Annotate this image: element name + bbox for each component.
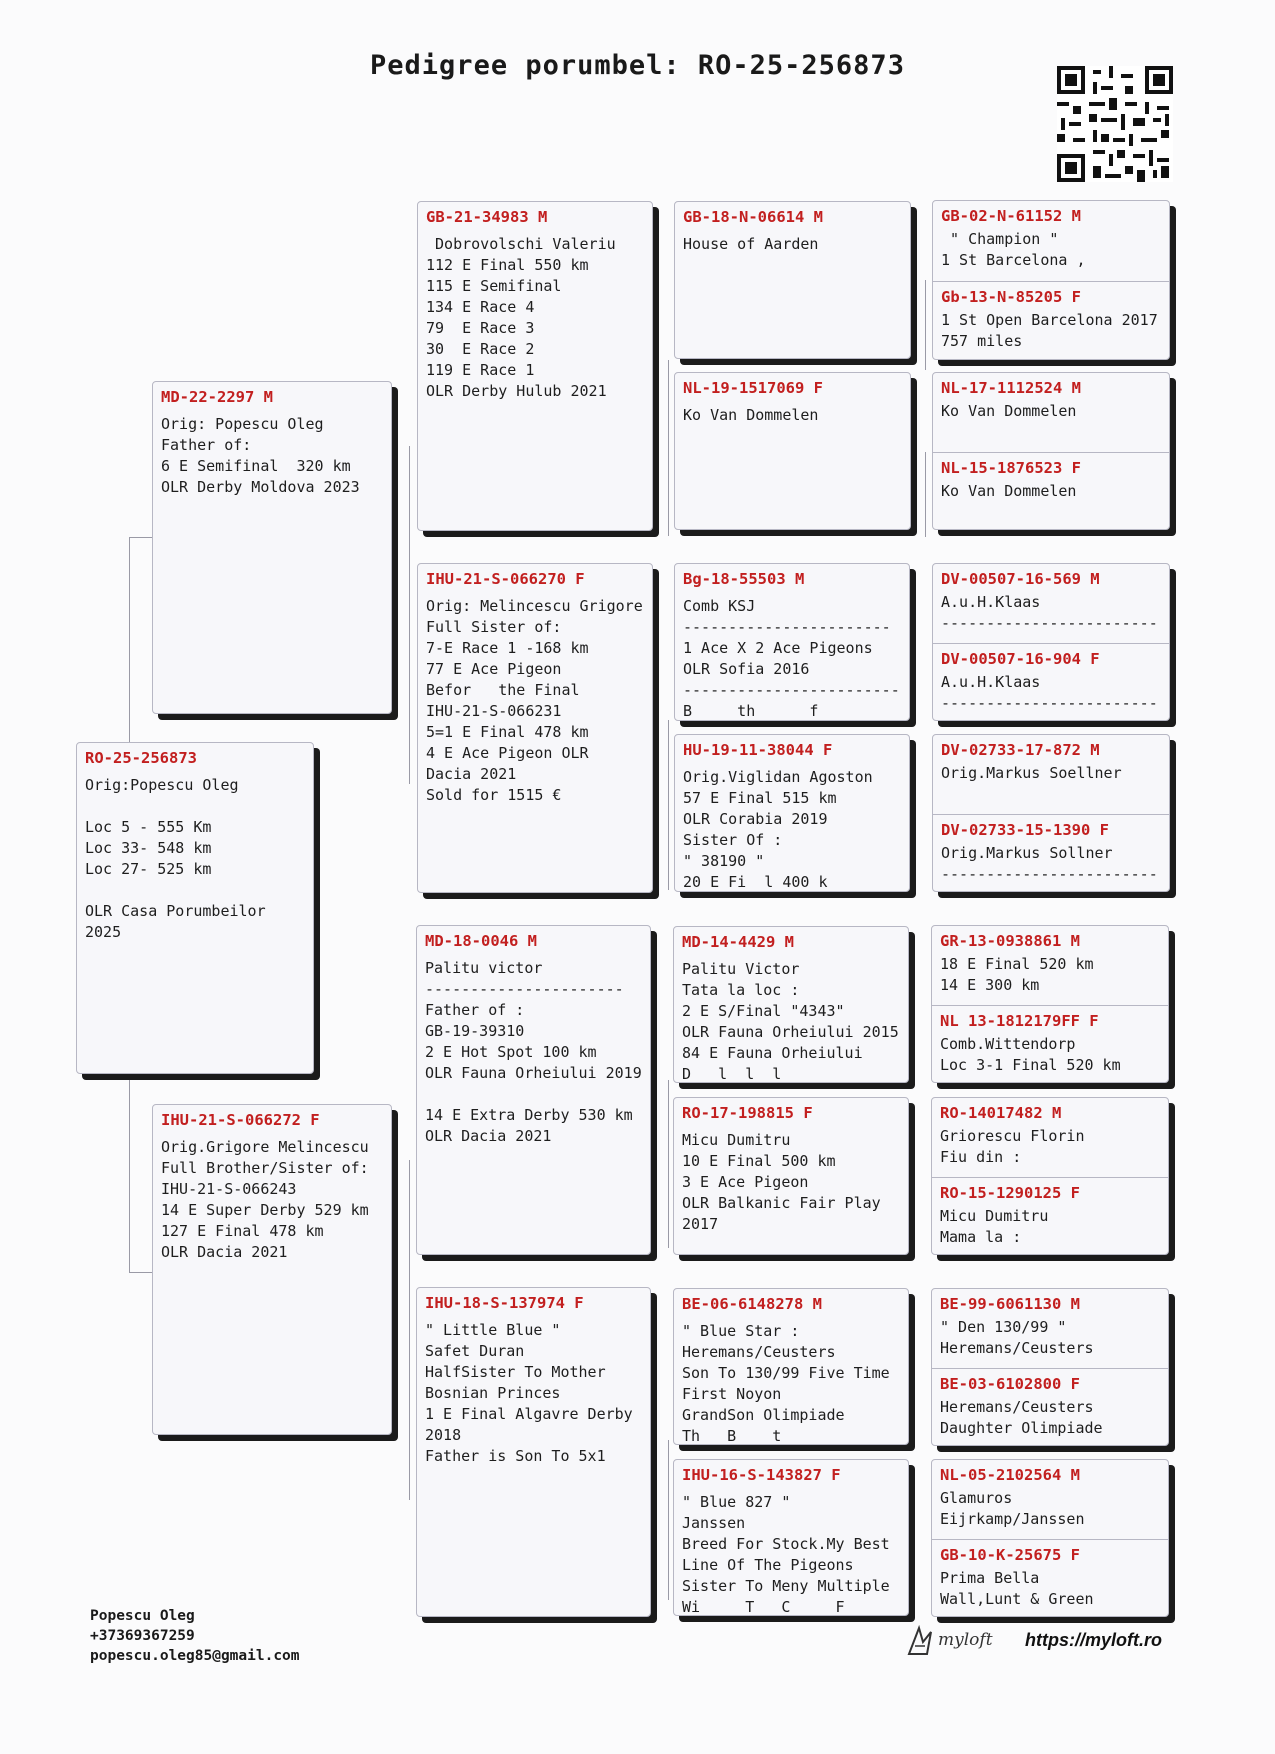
pigeon-pair-card[interactable] xyxy=(931,1459,1169,1617)
ring-number: IHU-21-S-066270 F xyxy=(426,570,585,588)
pigeon-cock[interactable] xyxy=(933,373,1169,452)
pigeon-hen[interactable] xyxy=(932,1539,1168,1617)
pigeon-notes: 1 St Open Barcelona 2017 757 miles xyxy=(941,311,1158,350)
pigeon-card-grandparent[interactable] xyxy=(417,201,653,531)
ring-number: NL-15-1876523 F xyxy=(941,459,1081,477)
pigeon-notes: Orig:Popescu Oleg Loc 5 - 555 Km Loc 33- 548 km Loc 27- 525 km OLR Casa Porumbeilor 2025 xyxy=(85,776,266,941)
connector-line xyxy=(925,452,926,537)
pigeon-notes: Micu Dumitru Mama la : xyxy=(940,1207,1049,1246)
pigeon-notes: Palitu victor ---------------------- Father of : GB-19-39310 2 E Hot Spot 100 km OLR Fauna Orheiului 2019 14 E Extra Derby 530 km OLR Dacia 2021 xyxy=(425,959,642,1145)
pigeon-card-father[interactable] xyxy=(152,381,392,714)
pigeon-notes: Glamuros Eijrkamp/Janssen xyxy=(940,1489,1085,1528)
connector-line xyxy=(409,1160,410,1500)
pigeon-card-mother[interactable] xyxy=(152,1104,392,1435)
pigeon-pair-card[interactable] xyxy=(932,563,1170,721)
pigeon-notes: " Champion " 1 St Barcelona , xyxy=(941,230,1086,269)
pigeon-notes: 18 E Final 520 km 14 E 300 km xyxy=(940,955,1094,994)
ring-number: NL 13-1812179FF F xyxy=(940,1012,1099,1030)
ring-number: RO-15-1290125 F xyxy=(940,1184,1080,1202)
connector-line xyxy=(129,1077,130,1272)
ring-number: GR-13-0938861 M xyxy=(940,932,1080,950)
pigeon-hen[interactable] xyxy=(933,643,1169,721)
pigeon-notes: A.u.H.Klaas ------------------------ xyxy=(941,593,1158,632)
pigeon-notes: A.u.H.Klaas ------------------------ xyxy=(941,673,1158,712)
connector-line xyxy=(409,446,410,784)
ring-number: Gb-13-N-85205 F xyxy=(941,288,1081,306)
pigeon-hen[interactable] xyxy=(932,1177,1168,1255)
ring-number: IHU-18-S-137974 F xyxy=(425,1294,584,1312)
pigeon-card-great-grandparent[interactable] xyxy=(674,372,911,530)
pigeon-pair-card[interactable] xyxy=(932,200,1170,360)
pigeon-notes: " Blue 827 " Janssen Breed For Stock.My Best Line Of The Pigeons Sister To Meny Multiple Wi T C F xyxy=(682,1493,890,1616)
ring-number: HU-19-11-38044 F xyxy=(683,741,833,759)
ring-number: GB-10-K-25675 F xyxy=(940,1546,1080,1564)
pigeon-notes: Heremans/Ceusters Daughter Olimpiade xyxy=(940,1398,1103,1437)
pigeon-card-great-grandparent[interactable] xyxy=(673,926,909,1083)
pigeon-pair-card[interactable] xyxy=(931,1097,1169,1255)
pigeon-hen[interactable] xyxy=(932,1005,1168,1083)
pigeon-cock[interactable] xyxy=(932,1289,1168,1368)
ring-number: NL-05-2102564 M xyxy=(940,1466,1080,1484)
pigeon-notes: Orig.Markus Soellner xyxy=(941,764,1122,782)
pigeon-notes: House of Aarden xyxy=(683,235,819,253)
connector-line xyxy=(668,720,669,890)
ring-number: MD-18-0046 M xyxy=(425,932,537,950)
pigeon-hen[interactable] xyxy=(932,1368,1168,1446)
myloft-logo-text: myloft xyxy=(938,1630,993,1650)
pigeon-cock[interactable] xyxy=(933,735,1169,814)
pigeon-pair-card[interactable] xyxy=(932,734,1170,892)
pigeon-card-subject[interactable] xyxy=(76,742,314,1074)
qr-code-icon xyxy=(1057,66,1173,182)
ring-number: RO-25-256873 xyxy=(85,749,197,767)
ring-number: DV-02733-15-1390 F xyxy=(941,821,1109,839)
pigeon-pair-card[interactable] xyxy=(932,372,1170,530)
ring-number: GB-18-N-06614 M xyxy=(683,208,823,226)
connector-line xyxy=(129,537,153,538)
myloft-logo-icon xyxy=(905,1624,937,1660)
pigeon-notes: Dobrovolschi Valeriu 112 E Final 550 km 115 E Semifinal 134 E Race 4 79 E Race 3 30 E Race 2 119 E Race 1 OLR Derby Hulub 2021 xyxy=(426,235,616,400)
connector-line xyxy=(129,537,130,743)
page-title: Pedigree porumbel: RO-25-256873 xyxy=(370,50,905,81)
pigeon-card-great-grandparent[interactable] xyxy=(674,563,910,721)
pigeon-notes: Comb.Wittendorp Loc 3-1 Final 520 km xyxy=(940,1035,1121,1074)
pigeon-card-great-grandparent[interactable] xyxy=(673,1288,909,1445)
pigeon-card-grandparent[interactable] xyxy=(417,563,653,893)
connector-line xyxy=(129,1272,153,1273)
pigeon-hen[interactable] xyxy=(933,452,1169,530)
connector-line xyxy=(668,1440,669,1600)
ring-number: NL-17-1112524 M xyxy=(941,379,1081,397)
ring-number: DV-02733-17-872 M xyxy=(941,741,1100,759)
ring-number: IHU-16-S-143827 F xyxy=(682,1466,841,1484)
pigeon-notes: Micu Dumitru 10 E Final 500 km 3 E Ace Pigeon OLR Balkanic Fair Play 2017 xyxy=(682,1131,881,1233)
pigeon-cock[interactable] xyxy=(933,564,1169,643)
pigeon-cock[interactable] xyxy=(932,1460,1168,1539)
pigeon-card-great-grandparent[interactable] xyxy=(674,734,910,892)
ring-number: IHU-21-S-066272 F xyxy=(161,1111,320,1129)
connector-line xyxy=(925,280,926,370)
pigeon-notes: Griorescu Florin Fiu din : xyxy=(940,1127,1085,1166)
pigeon-notes: Ko Van Dommelen xyxy=(941,482,1077,500)
pigeon-notes: " Den 130/99 " Heremans/Ceusters xyxy=(940,1318,1094,1357)
pigeon-notes: Orig.Viglidan Agoston 57 E Final 515 km OLR Corabia 2019 Sister Of : " 38190 " 20 E Fi l 400 k xyxy=(683,768,873,891)
connector-line xyxy=(668,360,669,536)
ring-number: NL-19-1517069 F xyxy=(683,379,823,397)
ring-number: MD-22-2297 M xyxy=(161,388,273,406)
pigeon-notes: Ko Van Dommelen xyxy=(941,402,1077,420)
owner-name: Popescu Oleg xyxy=(90,1608,195,1624)
pigeon-notes: Ko Van Dommelen xyxy=(683,406,819,424)
pigeon-notes: Orig.Markus Sollner ------------------------ xyxy=(941,844,1158,883)
ring-number: BE-03-6102800 F xyxy=(940,1375,1080,1393)
ring-number: BE-06-6148278 M xyxy=(682,1295,822,1313)
owner-phone[interactable]: +37369367259 xyxy=(90,1628,195,1644)
pigeon-card-great-grandparent[interactable] xyxy=(673,1459,909,1616)
website-link[interactable]: https://myloft.ro xyxy=(1025,1630,1162,1650)
pigeon-hen[interactable] xyxy=(933,281,1169,360)
pigeon-notes: Palitu Victor Tata la loc : 2 E S/Final "4343" OLR Fauna Orheiului 2015 84 E Fauna Orheiului D l l l xyxy=(682,960,899,1083)
ring-number: GB-21-34983 M xyxy=(426,208,548,226)
pigeon-notes: Orig.Grigore Melincescu Full Brother/Sister of: IHU-21-S-066243 14 E Super Derby 529 km 127 E Final 478 km OLR Dacia 2021 xyxy=(161,1138,369,1261)
ring-number: DV-00507-16-569 M xyxy=(941,570,1100,588)
pigeon-hen[interactable] xyxy=(933,814,1169,892)
pigeon-card-grandparent[interactable] xyxy=(416,925,651,1255)
pigeon-card-great-grandparent[interactable] xyxy=(673,1097,909,1255)
owner-contact xyxy=(90,1606,300,1666)
pigeon-cock[interactable] xyxy=(932,926,1168,1005)
owner-email[interactable]: popescu.oleg85@gmail.com xyxy=(90,1648,300,1664)
ring-number: RO-17-198815 F xyxy=(682,1104,813,1122)
pigeon-cock[interactable] xyxy=(932,1098,1168,1177)
pigeon-notes: " Blue Star : Heremans/Ceusters Son To 130/99 Five Time First Noyon GrandSon Olimpiade Th B t xyxy=(682,1322,890,1445)
ring-number: DV-00507-16-904 F xyxy=(941,650,1100,668)
pigeon-cock[interactable] xyxy=(933,201,1169,281)
pigeon-card-grandparent[interactable] xyxy=(416,1287,651,1617)
pigeon-notes: " Little Blue " Safet Duran HalfSister To Mother Bosnian Princes 1 E Final Algavre Derby 2018 Father is Son To 5x1 xyxy=(425,1321,633,1465)
pigeon-pair-card[interactable] xyxy=(931,1288,1169,1446)
ring-number: BE-99-6061130 M xyxy=(940,1295,1080,1313)
pigeon-notes: Orig: Melincescu Grigore Full Sister of: 7-E Race 1 -168 km 77 E Ace Pigeon Befor the Final IHU-21-S-066231 5=1 E Final 478 km 4 E Ace Pigeon OLR Dacia 2021 Sold for 1515 € xyxy=(426,597,643,804)
ring-number: Bg-18-55503 M xyxy=(683,570,805,588)
pigeon-notes: Comb KSJ ----------------------- 1 Ace X 2 Ace Pigeons OLR Sofia 2016 ------------------------ B th f xyxy=(683,597,900,720)
ring-number: RO-14017482 M xyxy=(940,1104,1062,1122)
pigeon-card-great-grandparent[interactable] xyxy=(674,201,911,359)
connector-line xyxy=(668,1080,669,1248)
ring-number: GB-02-N-61152 M xyxy=(941,207,1081,225)
pigeon-notes: Orig: Popescu Oleg Father of: 6 E Semifinal 320 km OLR Derby Moldova 2023 xyxy=(161,415,360,496)
ring-number: MD-14-4429 M xyxy=(682,933,794,951)
pigeon-notes: Prima Bella Wall,Lunt & Green xyxy=(940,1569,1094,1608)
pigeon-pair-card[interactable] xyxy=(931,925,1169,1083)
